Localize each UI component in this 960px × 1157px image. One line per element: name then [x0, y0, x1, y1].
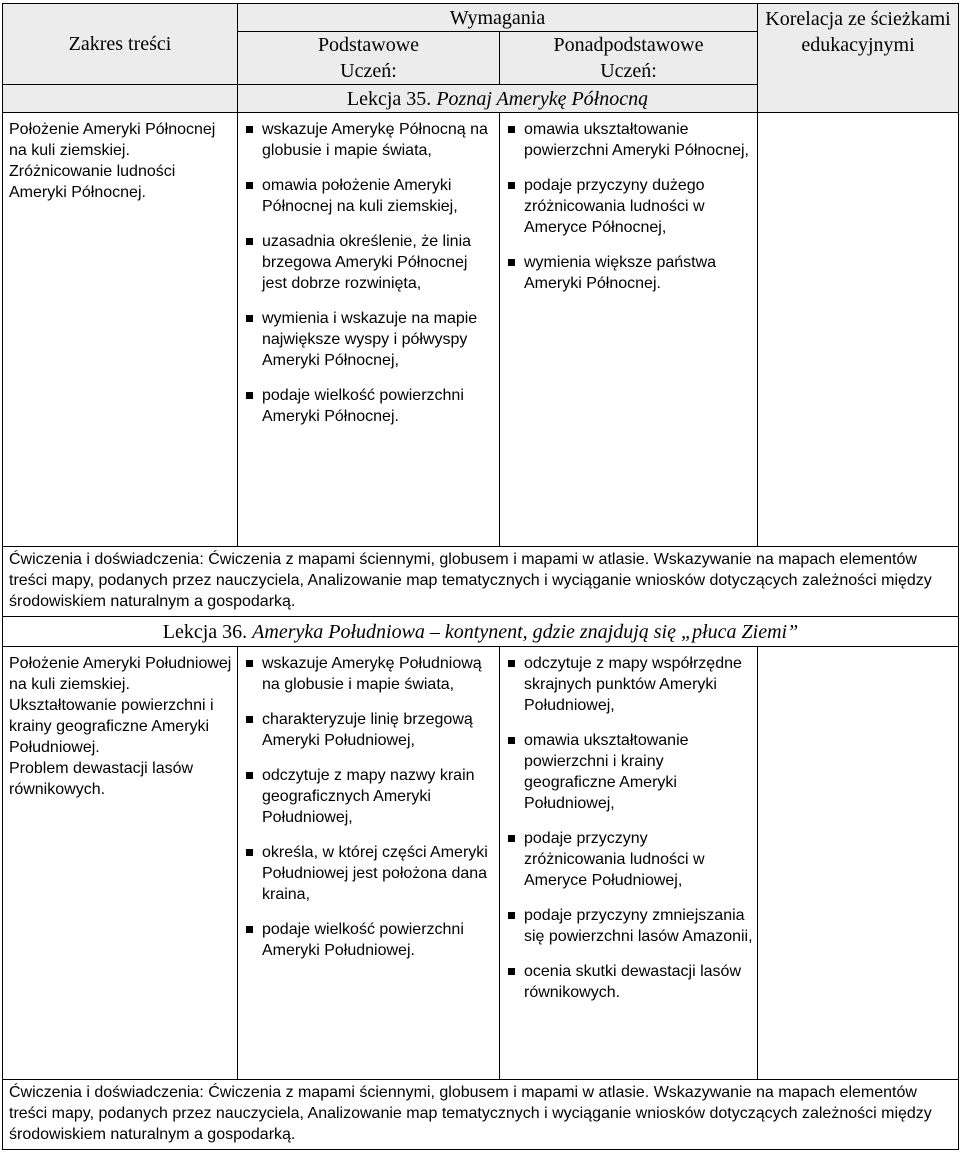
- header-advanced-line2: Uczeń:: [600, 60, 657, 82]
- requirement-item: odczytuje z mapy nazwy krain geograficznych Ameryki Południowej,: [246, 765, 495, 828]
- requirement-item: ocenia skutki dewastacji lasów równikowych.: [508, 961, 753, 1003]
- lesson-35-advanced: [500, 113, 758, 547]
- requirement-item: omawia ukształtowanie powierzchni Ameryki Północnej,: [508, 119, 753, 161]
- requirement-item: podaje przyczyny zmniejszania się powierzchni lasów Amazonii,: [508, 905, 753, 947]
- lesson-36-advanced: [500, 647, 758, 1080]
- bullet-square-icon: [246, 660, 253, 667]
- bullet-square-icon: [508, 912, 515, 919]
- bullet-square-icon: [246, 849, 253, 856]
- requirement-item: podaje przyczyny dużego zróżnicowania ludności w Ameryce Północnej,: [508, 175, 753, 238]
- bullet-square-icon: [246, 392, 253, 399]
- scope-line: Zróżnicowanie ludności Ameryki Północnej.: [9, 163, 176, 201]
- requirement-item: podaje wielkość powierzchni Ameryki Północnej.: [246, 385, 495, 427]
- header-requirements: Wymagania: [238, 4, 758, 32]
- scope-line: Ukształtowanie powierzchni i krainy geograficzne Ameryki Południowej.: [9, 697, 214, 756]
- requirement-item: charakteryzuje linię brzegową Ameryki Południowej,: [246, 709, 495, 751]
- lesson-35-correlation: [758, 113, 959, 547]
- lesson-35-heading: [238, 85, 758, 113]
- lesson-36-correlation: [758, 647, 959, 1080]
- lesson-36-heading: [3, 617, 959, 647]
- lesson-36-number: Lekcja 36.: [162, 620, 248, 643]
- curriculum-table: [2, 3, 959, 1150]
- lesson-36-basic: [238, 647, 500, 1080]
- bullet-square-icon: [246, 926, 253, 933]
- header-scope-spacer: [3, 85, 238, 113]
- requirement-item: wskazuje Amerykę Południową na globusie i mapie świata,: [246, 653, 495, 695]
- requirement-item: omawia ukształtowanie powierzchni i krainy geograficzne Ameryki Południowej,: [508, 730, 753, 814]
- lesson-35-title: Poznaj Amerykę Północną: [436, 87, 649, 110]
- bullet-square-icon: [508, 968, 515, 975]
- header-advanced-line1: Ponadpodstawowe: [553, 34, 704, 56]
- requirement-item: odczytuje z mapy współrzędne skrajnych punktów Ameryki Południowej,: [508, 653, 753, 716]
- requirement-item: wymienia większe państwa Ameryki Północnej.: [508, 252, 753, 294]
- header-basic-line1: Podstawowe: [317, 34, 420, 56]
- lesson-35-exercises: Ćwiczenia i doświadczenia: Ćwiczenia z mapami ściennymi, globusem i mapami w atlasie. Wskazywanie na mapach elementów treści mapy, podanych przez nauczyciela, Analizowanie map tematycznych i wyciąganie wniosków dotyczących zależności między środowiskiem naturalnym a gospodarką.: [3, 547, 959, 617]
- scope-line: Położenie Ameryki Północnej na kuli ziemskiej.: [9, 121, 216, 159]
- lesson-36-title: Ameryka Południowa – kontynent, gdzie znajdują się „płuca Ziemi”: [252, 620, 799, 643]
- bullet-square-icon: [246, 182, 253, 189]
- bullet-square-icon: [508, 259, 515, 266]
- bullet-square-icon: [508, 660, 515, 667]
- header-scope: Zakres treści: [3, 4, 238, 85]
- bullet-square-icon: [508, 835, 515, 842]
- bullet-square-icon: [508, 126, 515, 133]
- requirement-item: podaje przyczyny zróżnicowania ludności w Ameryce Południowej,: [508, 828, 753, 891]
- bullet-square-icon: [508, 182, 515, 189]
- lesson-36-scope: [3, 647, 238, 1080]
- bullet-square-icon: [246, 716, 253, 723]
- requirement-item: wskazuje Amerykę Północną na globusie i mapie świata,: [246, 119, 495, 161]
- lesson-35-basic: [238, 113, 500, 547]
- header-advanced: [500, 32, 758, 85]
- scope-line: Problem dewastacji lasów równikowych.: [9, 760, 194, 798]
- bullet-square-icon: [508, 737, 515, 744]
- scope-line: Położenie Ameryki Południowej na kuli ziemskiej.: [9, 655, 232, 693]
- lesson-35-scope: [3, 113, 238, 547]
- bullet-square-icon: [246, 238, 253, 245]
- bullet-square-icon: [246, 772, 253, 779]
- header-correlation: Korelacja ze ścieżkami edukacyjnymi: [758, 4, 959, 113]
- requirement-item: wymienia i wskazuje na mapie największe wyspy i półwyspy Ameryki Północnej,: [246, 308, 495, 371]
- header-basic: [238, 32, 500, 85]
- requirement-item: omawia położenie Ameryki Północnej na kuli ziemskiej,: [246, 175, 495, 217]
- lesson-35-number: Lekcja 35.: [346, 87, 432, 110]
- requirement-item: określa, w której części Ameryki Południowej jest położona dana kraina,: [246, 842, 495, 905]
- requirement-item: podaje wielkość powierzchni Ameryki Południowej.: [246, 919, 495, 961]
- header-basic-line2: Uczeń:: [340, 60, 397, 82]
- requirement-item: uzasadnia określenie, że linia brzegowa Ameryki Północnej jest dobrze rozwinięta,: [246, 231, 495, 294]
- bullet-square-icon: [246, 315, 253, 322]
- lesson-36-exercises: Ćwiczenia i doświadczenia: Ćwiczenia z mapami ściennymi, globusem i mapami w atlasie. Wskazywanie na mapach elementów treści mapy, podanych przez nauczyciela, Analizowanie map tematycznych i wyciąganie wniosków dotyczących zależności między środowiskiem naturalnym a gospodarką.: [3, 1080, 959, 1150]
- bullet-square-icon: [246, 126, 253, 133]
